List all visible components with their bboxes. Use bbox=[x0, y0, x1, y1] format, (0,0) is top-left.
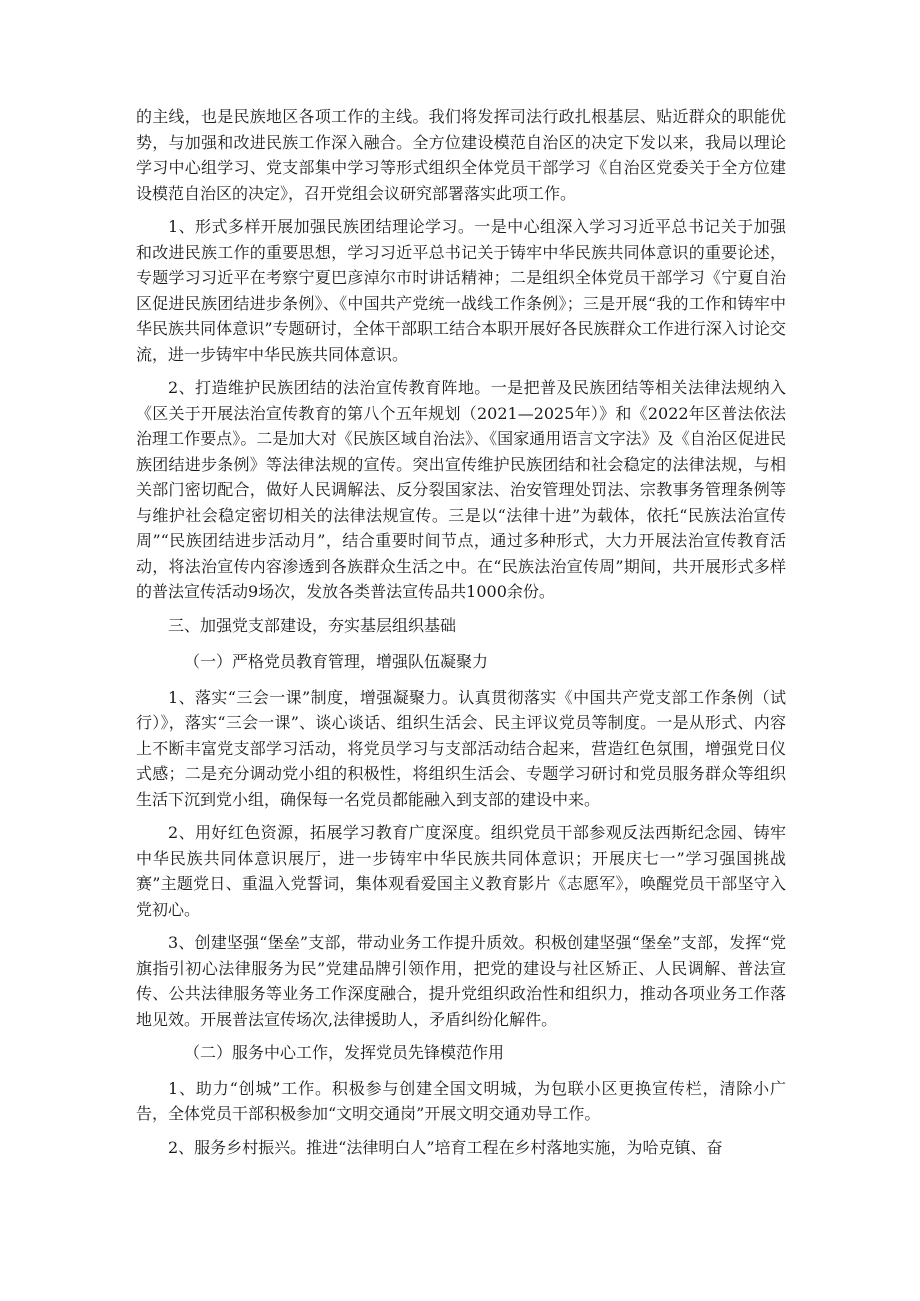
paragraph-three-meetings: 1、落实“三会一课”制度，增强凝聚力。认真贯彻落实《中国共产党支部工作条例（试行）》，落实“三会一课”、谈心谈话、组织生活会、民主评议党员等制度。一是从形式、内容上不断丰富党支部学习活动，将党员学习与支部活动结合起来，营造红色氛围，增强党日仪式感；二是充分调动党小组的积极性，将组织生活会、专题学习研讨和党员服务群众等组织生活下沉到党小组，确保每一名党员都能融入到支部的建设中来。 bbox=[136, 687, 786, 809]
subsection-heading-member-management: （一）严格党员教育管理，增强队伍凝聚力 bbox=[184, 652, 489, 671]
section-heading-party-branch: 三、加强党支部建设，夯实基层组织基础 bbox=[168, 615, 457, 635]
document-page bbox=[136, 104, 786, 1168]
paragraph-theory-study: 1、形式多样开展加强民族团结理论学习。一是中心组深入学习习近平总书记关于加强和改进民族工作的重要思想，学习习近平总书记关于铸牢中华民族共同体意识的重要论述，专题学习习近平在考察宁夏巴彦淖尔市时讲话精神；二是组织全体党员干部学习《宁夏自治区促进民族团结进步条例》、《中国共产党统一战线工作条例》；三是开展“我的工作和铸牢中华民族共同体意识”专题研讨，全体干部职工结合本职开展好各民族群众工作进行深入讨论交流，进一步铸牢中华民族共同体意识。 bbox=[136, 217, 786, 364]
paragraph-rural-revitalization: 2、服务乡村振兴。推进“法律明白人”培育工程在乡村落地实施，为哈克镇、奋 bbox=[168, 1137, 723, 1157]
subsection-heading-central-work: （二）服务中心工作，发挥党员先锋模范作用 bbox=[184, 1043, 505, 1062]
paragraph-legal-education: 2、打造维护民族团结的法治宣传教育阵地。一是把普及民族团结等相关法律法规纳入《区关于开展法治宣传教育的第八个五年规划（2021—2025年）》和《2022年区普法依法治理工作要点》。二是加大对《民族区域自治法》、《国家通用语言文字法》及《自治区促进民族团结进步条例》等法律法规的宣传。突出宣传维护民族团结和社会稳定的法律法规，与相关部门密切配合，做好人民调解法、反分裂国家法、治安管理处罚法、宗教事务管理条例等与维护社会稳定密切相关的法律法规宣传。三是以“法律十进”为载体，依托“民族法治宣传周”“民族团结进步活动月”，结合重要时间节点，通过多种形式，大力开展法治宣传教育活动，将法治宣传内容渗透到各族群众生活之中。在“民族法治宣传周”期间，共开展形式多样的普法宣传活动9场次，发放各类普法宣传品共1000余份。 bbox=[136, 378, 786, 601]
paragraph-continuation: 的主线，也是民族地区各项工作的主线。我们将发挥司法行政扎根基层、贴近群众的职能优势，与加强和改进民族工作深入融合。全方位建设模范自治区的决定下发以来，我局以理论学习中心组学习、党支部集中学习等形式组织全体党员干部学习《自治区党委关于全方位建设模范自治区的决定》，召开党组会议研究部署落实此项工作。 bbox=[136, 107, 786, 203]
paragraph-fortress-branch: 3、创建坚强“堡垒”支部，带动业务工作提升质效。积极创建坚强“堡垒”支部，发挥“党旗指引初心法律服务为民”党建品牌引领作用，把党的建设与社区矫正、人民调解、普法宣传、公共法律服务等业务工作深度融合，提升党组织政治性和组织力，推动各项业务工作落地见效。开展普法宣传场次,法律援助人，矛盾纠纷化解件。 bbox=[136, 933, 786, 1029]
paragraph-red-resources: 2、用好红色资源，拓展学习教育广度深度。组织党员干部参观反法西斯纪念园、铸牢中华民族共同体意识展厅，进一步铸牢中华民族共同体意识；开展庆七一”学习强国挑战赛”主题党日、重温入党誓词，集体观看爱国主义教育影片《志愿军》，唤醒党员干部坚守入党初心。 bbox=[136, 823, 786, 919]
paragraph-civilized-city: 1、助力“创城”工作。积极参与创建全国文明城，为包联小区更换宣传栏，清除小广告，全体党员干部积极参加“文明交通岗”开展文明交通劝导工作。 bbox=[136, 1078, 786, 1123]
